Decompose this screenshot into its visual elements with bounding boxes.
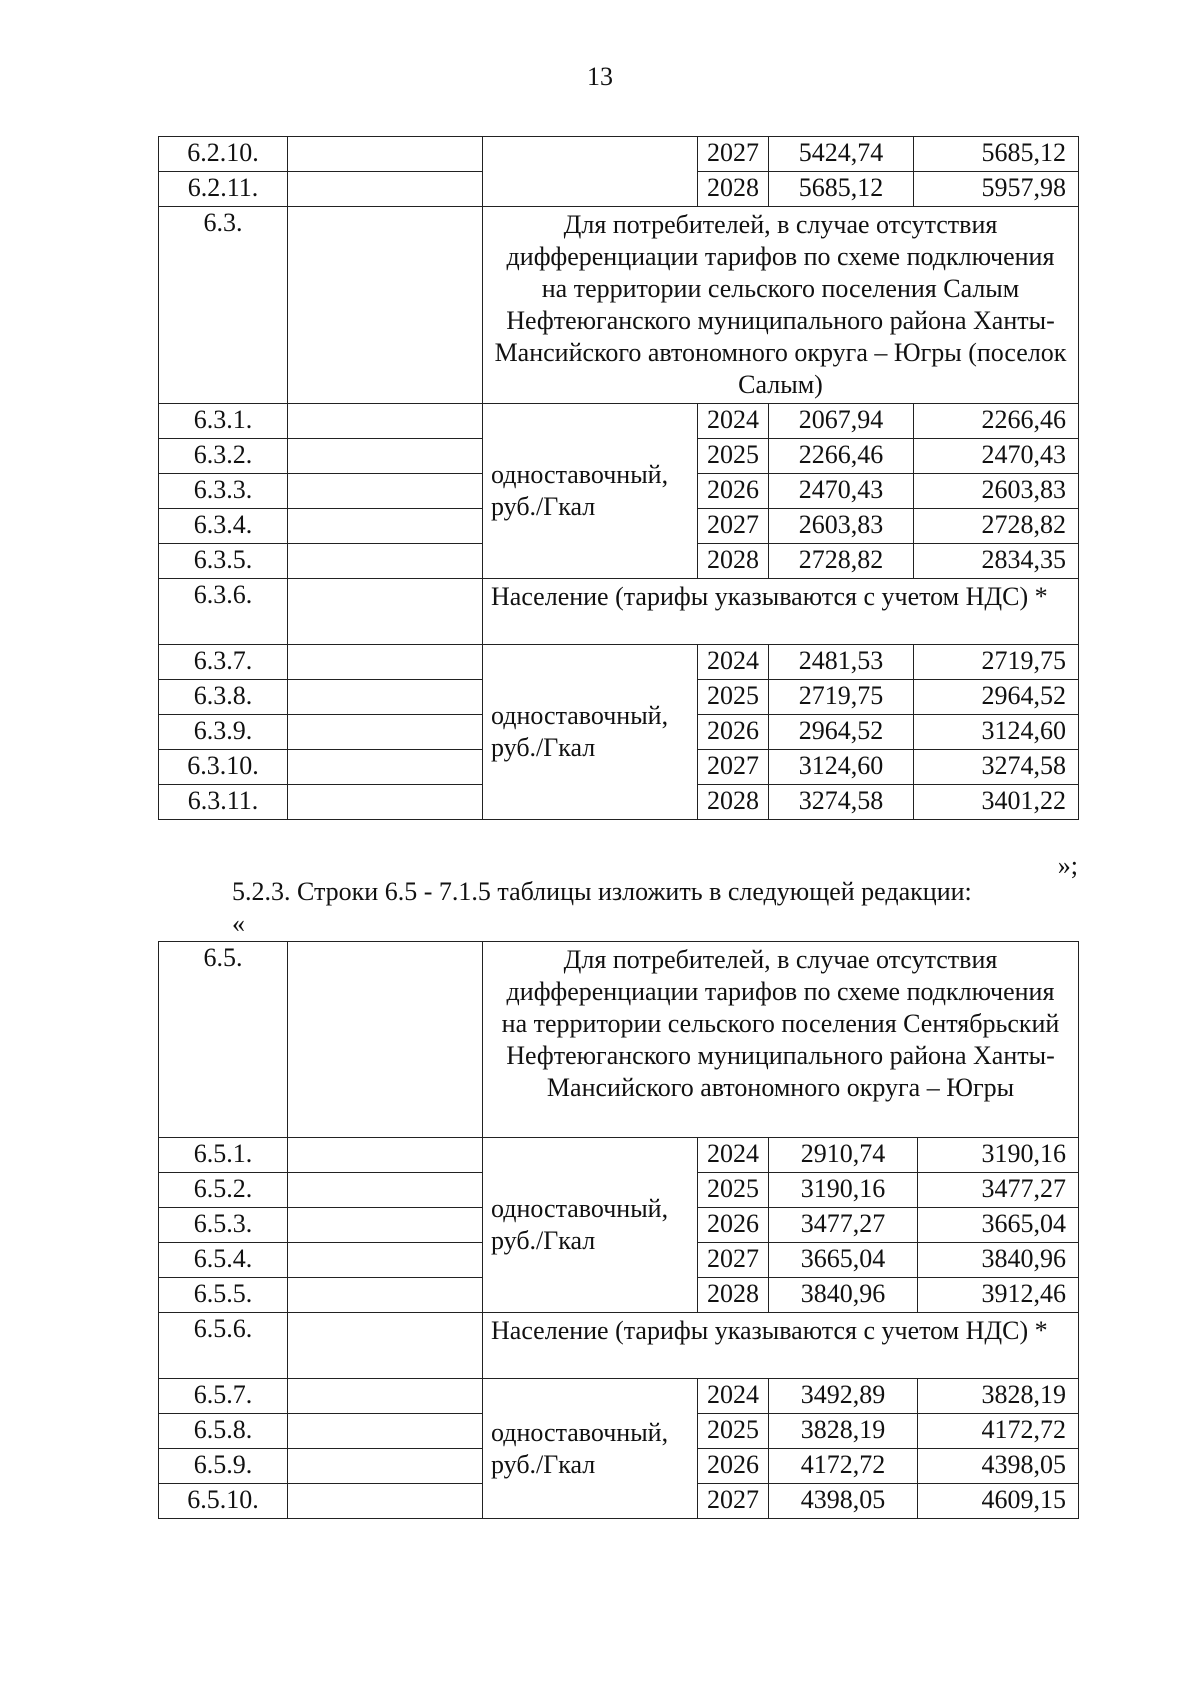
year-cell: 2028 bbox=[698, 1278, 769, 1313]
tariff-value-1: 3274,58 bbox=[769, 785, 914, 820]
row-number: 6.5.9. bbox=[159, 1449, 288, 1484]
tariff-value-2: 3124,60 bbox=[914, 715, 1079, 750]
year-cell: 2027 bbox=[698, 1243, 769, 1278]
year-cell: 2024 bbox=[698, 1379, 769, 1414]
row-number: 6.3. bbox=[159, 207, 288, 404]
population-label: Население (тарифы указываются с учетом НДС) * bbox=[483, 1313, 1079, 1379]
tariff-value-1: 2728,82 bbox=[769, 544, 914, 579]
row-number: 6.5.5. bbox=[159, 1278, 288, 1313]
table-row bbox=[159, 645, 1079, 680]
tariff-value-2: 3665,04 bbox=[918, 1208, 1079, 1243]
year-cell: 2028 bbox=[698, 785, 769, 820]
tariff-value-2: 2964,52 bbox=[914, 680, 1079, 715]
year-cell: 2026 bbox=[698, 1208, 769, 1243]
row-number: 6.3.5. bbox=[159, 544, 288, 579]
year-cell: 2026 bbox=[698, 1449, 769, 1484]
tariff-value-1: 4172,72 bbox=[769, 1449, 918, 1484]
tariff-value-2: 2266,46 bbox=[914, 404, 1079, 439]
year-cell: 2028 bbox=[698, 544, 769, 579]
year-cell: 2028 bbox=[698, 172, 769, 207]
tariff-value-2: 2470,43 bbox=[914, 439, 1079, 474]
year-cell: 2027 bbox=[698, 509, 769, 544]
year-cell: 2025 bbox=[698, 439, 769, 474]
population-label: Население (тарифы указываются с учетом НДС) * bbox=[483, 579, 1079, 645]
year-cell: 2024 bbox=[698, 1138, 769, 1173]
tariff-value-2: 3477,27 bbox=[918, 1173, 1079, 1208]
tariff-value-1: 2910,74 bbox=[769, 1138, 918, 1173]
row-number: 6.5. bbox=[159, 942, 288, 1138]
tariff-value-1: 3124,60 bbox=[769, 750, 914, 785]
section-description: Для потребителей, в случае отсутствия дифференциации тарифов по схеме подключения на территории сельского поселения Салым Нефтеюганского муниципального района Ханты-Мансийского автономного округа – Югры (поселок Салым) bbox=[483, 207, 1079, 404]
row-number: 6.5.1. bbox=[159, 1138, 288, 1173]
year-cell: 2024 bbox=[698, 404, 769, 439]
amendment-instruction: 5.2.3. Строки 6.5 - 7.1.5 таблицы изложить в следующей редакции: bbox=[232, 877, 972, 906]
tariff-table-2 bbox=[158, 941, 1079, 1519]
tariff-value-1: 3477,27 bbox=[769, 1208, 918, 1243]
row-number: 6.5.2. bbox=[159, 1173, 288, 1208]
tariff-value-2: 5685,12 bbox=[914, 137, 1079, 172]
row-number: 6.3.10. bbox=[159, 750, 288, 785]
year-cell: 2027 bbox=[698, 1484, 769, 1519]
row-number: 6.5.10. bbox=[159, 1484, 288, 1519]
section-description: Для потребителей, в случае отсутствия дифференциации тарифов по схеме подключения на территории сельского поселения Сентябрьский Нефтеюганского муниципального района Ханты-Мансийского автономного округа – Югры bbox=[483, 942, 1079, 1138]
year-cell: 2024 bbox=[698, 645, 769, 680]
year-cell: 2025 bbox=[698, 1173, 769, 1208]
tariff-value-2: 5957,98 bbox=[914, 172, 1079, 207]
tariff-value-1: 3840,96 bbox=[769, 1278, 918, 1313]
row-number: 6.5.4. bbox=[159, 1243, 288, 1278]
opening-quote: « bbox=[232, 909, 245, 938]
population-row bbox=[159, 1313, 1079, 1379]
table-row bbox=[159, 1379, 1079, 1414]
tariff-value-1: 2481,53 bbox=[769, 645, 914, 680]
tariff-value-2: 3274,58 bbox=[914, 750, 1079, 785]
tariff-value-2: 2728,82 bbox=[914, 509, 1079, 544]
row-number: 6.3.9. bbox=[159, 715, 288, 750]
unit-label: одноставочный, руб./Гкал bbox=[483, 1138, 698, 1313]
tariff-value-1: 3828,19 bbox=[769, 1414, 918, 1449]
row-number: 6.5.8. bbox=[159, 1414, 288, 1449]
row-number: 6.3.4. bbox=[159, 509, 288, 544]
year-cell: 2026 bbox=[698, 715, 769, 750]
tariff-value-2: 2603,83 bbox=[914, 474, 1079, 509]
row-number: 6.3.3. bbox=[159, 474, 288, 509]
row-number: 6.3.1. bbox=[159, 404, 288, 439]
row-number: 6.2.10. bbox=[159, 137, 288, 172]
row-number: 6.3.11. bbox=[159, 785, 288, 820]
tariff-value-1: 5685,12 bbox=[769, 172, 914, 207]
year-cell: 2027 bbox=[698, 137, 769, 172]
tariff-value-2: 3828,19 bbox=[918, 1379, 1079, 1414]
row-number: 6.5.6. bbox=[159, 1313, 288, 1379]
tariff-value-1: 4398,05 bbox=[769, 1484, 918, 1519]
tariff-value-2: 2834,35 bbox=[914, 544, 1079, 579]
year-cell: 2025 bbox=[698, 1414, 769, 1449]
tariff-value-2: 4398,05 bbox=[918, 1449, 1079, 1484]
closing-quote: »; bbox=[1057, 851, 1078, 880]
tariff-value-2: 2719,75 bbox=[914, 645, 1079, 680]
year-cell: 2026 bbox=[698, 474, 769, 509]
tariff-value-2: 3912,46 bbox=[918, 1278, 1079, 1313]
row-number: 6.3.7. bbox=[159, 645, 288, 680]
table-row bbox=[159, 1138, 1079, 1173]
tariff-value-1: 3665,04 bbox=[769, 1243, 918, 1278]
year-cell: 2025 bbox=[698, 680, 769, 715]
tariff-value-1: 3190,16 bbox=[769, 1173, 918, 1208]
section-row bbox=[159, 207, 1079, 404]
tariff-value-1: 2266,46 bbox=[769, 439, 914, 474]
population-row bbox=[159, 579, 1079, 645]
unit-label: одноставочный, руб./Гкал bbox=[483, 645, 698, 820]
year-cell: 2027 bbox=[698, 750, 769, 785]
tariff-value-2: 3401,22 bbox=[914, 785, 1079, 820]
unit-label: одноставочный, руб./Гкал bbox=[483, 404, 698, 579]
tariff-value-1: 2470,43 bbox=[769, 474, 914, 509]
tariff-value-1: 2067,94 bbox=[769, 404, 914, 439]
tariff-value-1: 5424,74 bbox=[769, 137, 914, 172]
row-number: 6.5.3. bbox=[159, 1208, 288, 1243]
tariff-value-2: 3840,96 bbox=[918, 1243, 1079, 1278]
tariff-value-1: 2603,83 bbox=[769, 509, 914, 544]
page-number: 13 bbox=[587, 62, 613, 91]
table-row bbox=[159, 404, 1079, 439]
tariff-table-1 bbox=[158, 136, 1079, 820]
table-row bbox=[159, 137, 1079, 172]
row-number: 6.5.7. bbox=[159, 1379, 288, 1414]
row-number: 6.2.11. bbox=[159, 172, 288, 207]
row-number: 6.3.6. bbox=[159, 579, 288, 645]
unit-label: одноставочный, руб./Гкал bbox=[483, 1379, 698, 1519]
tariff-value-1: 2964,52 bbox=[769, 715, 914, 750]
tariff-value-1: 3492,89 bbox=[769, 1379, 918, 1414]
row-number: 6.3.8. bbox=[159, 680, 288, 715]
tariff-value-1: 2719,75 bbox=[769, 680, 914, 715]
tariff-value-2: 3190,16 bbox=[918, 1138, 1079, 1173]
tariff-value-2: 4172,72 bbox=[918, 1414, 1079, 1449]
tariff-value-2: 4609,15 bbox=[918, 1484, 1079, 1519]
section-row bbox=[159, 942, 1079, 1138]
row-number: 6.3.2. bbox=[159, 439, 288, 474]
